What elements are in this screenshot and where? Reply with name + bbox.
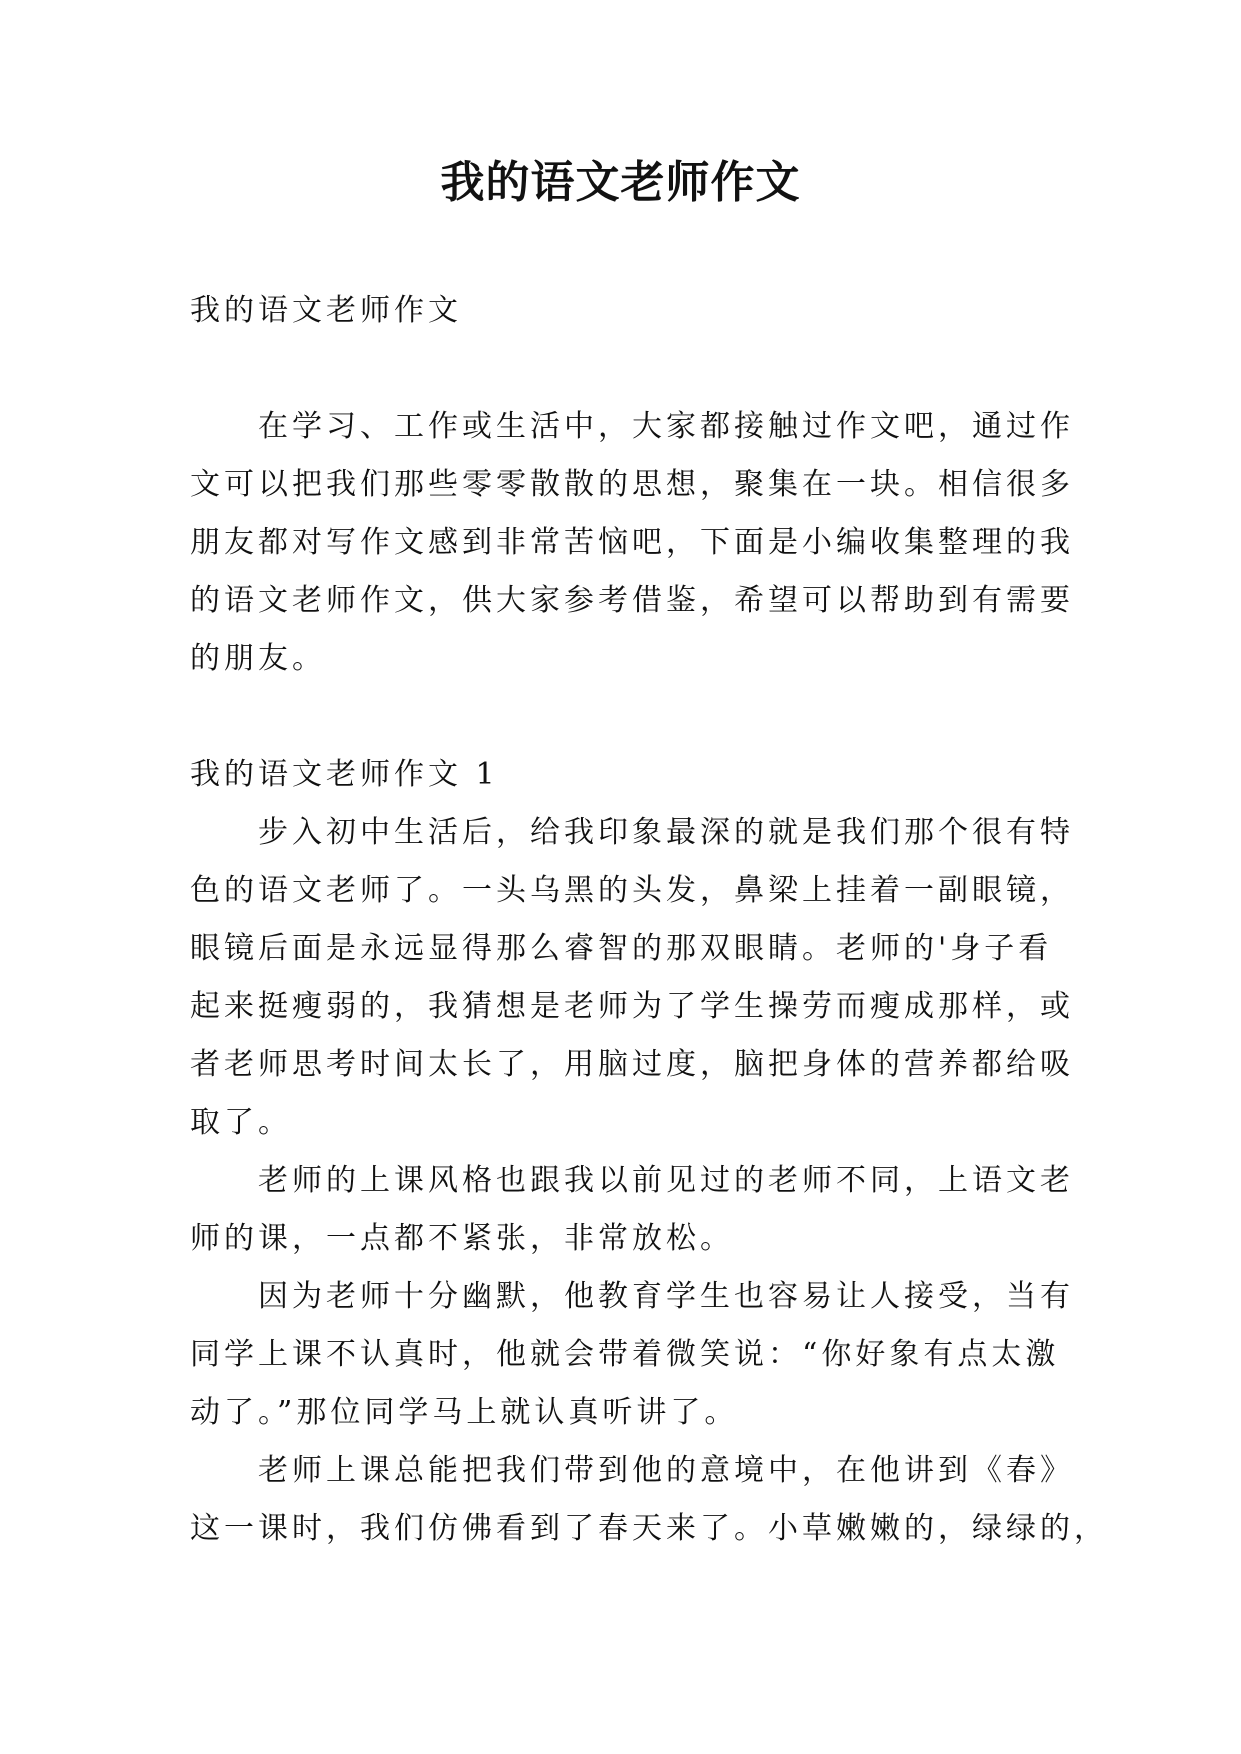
- text-line: 起来挺瘦弱的，我猜想是老师为了学生操劳而瘦成那样，或: [190, 989, 1074, 1024]
- text-line: 的语文老师作文，供大家参考借鉴，希望可以帮助到有需要: [190, 583, 1074, 618]
- text-line: 朋友都对写作文感到非常苦恼吧，下面是小编收集整理的我: [190, 525, 1074, 560]
- paragraph: [190, 804, 1074, 1152]
- text-line: 这一课时，我们仿佛看到了春天来了。小草嫩嫩的，绿绿的，: [190, 1511, 1108, 1546]
- text-line: 师的课，一点都不紧张，非常放松。: [190, 1221, 734, 1256]
- text-line: 的朋友。: [190, 641, 326, 676]
- spacer: [190, 340, 1070, 398]
- text-line: 因为老师十分幽默，他教育学生也容易让人接受，当有: [258, 1279, 1074, 1314]
- spacer: [190, 688, 1070, 746]
- text-line: 动了。”那位同学马上就认真听讲了。: [190, 1395, 739, 1430]
- text-line: 老师上课总能把我们带到他的意境中，在他讲到《春》: [258, 1453, 1074, 1488]
- text-line: 同学上课不认真时，他就会带着微笑说：“你好象有点太激: [190, 1337, 1060, 1372]
- paragraph: [190, 1442, 1108, 1558]
- section-heading: 我的语文老师作文 1: [190, 757, 499, 792]
- text-line: 取了。: [190, 1105, 292, 1140]
- paragraph: [190, 1152, 1074, 1268]
- document-subtitle: 我的语文老师作文: [190, 293, 462, 328]
- document-body: [190, 282, 1108, 1558]
- text-line: 步入初中生活后，给我印象最深的就是我们那个很有特: [258, 815, 1074, 850]
- text-line: 老师的上课风格也跟我以前见过的老师不同，上语文老: [258, 1163, 1074, 1198]
- document-title: 我的语文老师作文: [440, 157, 801, 208]
- text-line: 者老师思考时间太长了，用脑过度，脑把身体的营养都给吸: [190, 1047, 1074, 1082]
- text-line: 眼镜后面是永远显得那么睿智的那双眼睛。老师的'身子看: [190, 931, 1053, 966]
- text-line: 在学习、工作或生活中，大家都接触过作文吧，通过作: [258, 409, 1074, 444]
- text-line: 色的语文老师了。一头乌黑的头发，鼻梁上挂着一副眼镜，: [190, 873, 1074, 908]
- paragraph: [190, 1268, 1074, 1442]
- intro-paragraph: [190, 398, 1074, 688]
- text-line: 文可以把我们那些零零散散的思想，聚集在一块。相信很多: [190, 467, 1074, 502]
